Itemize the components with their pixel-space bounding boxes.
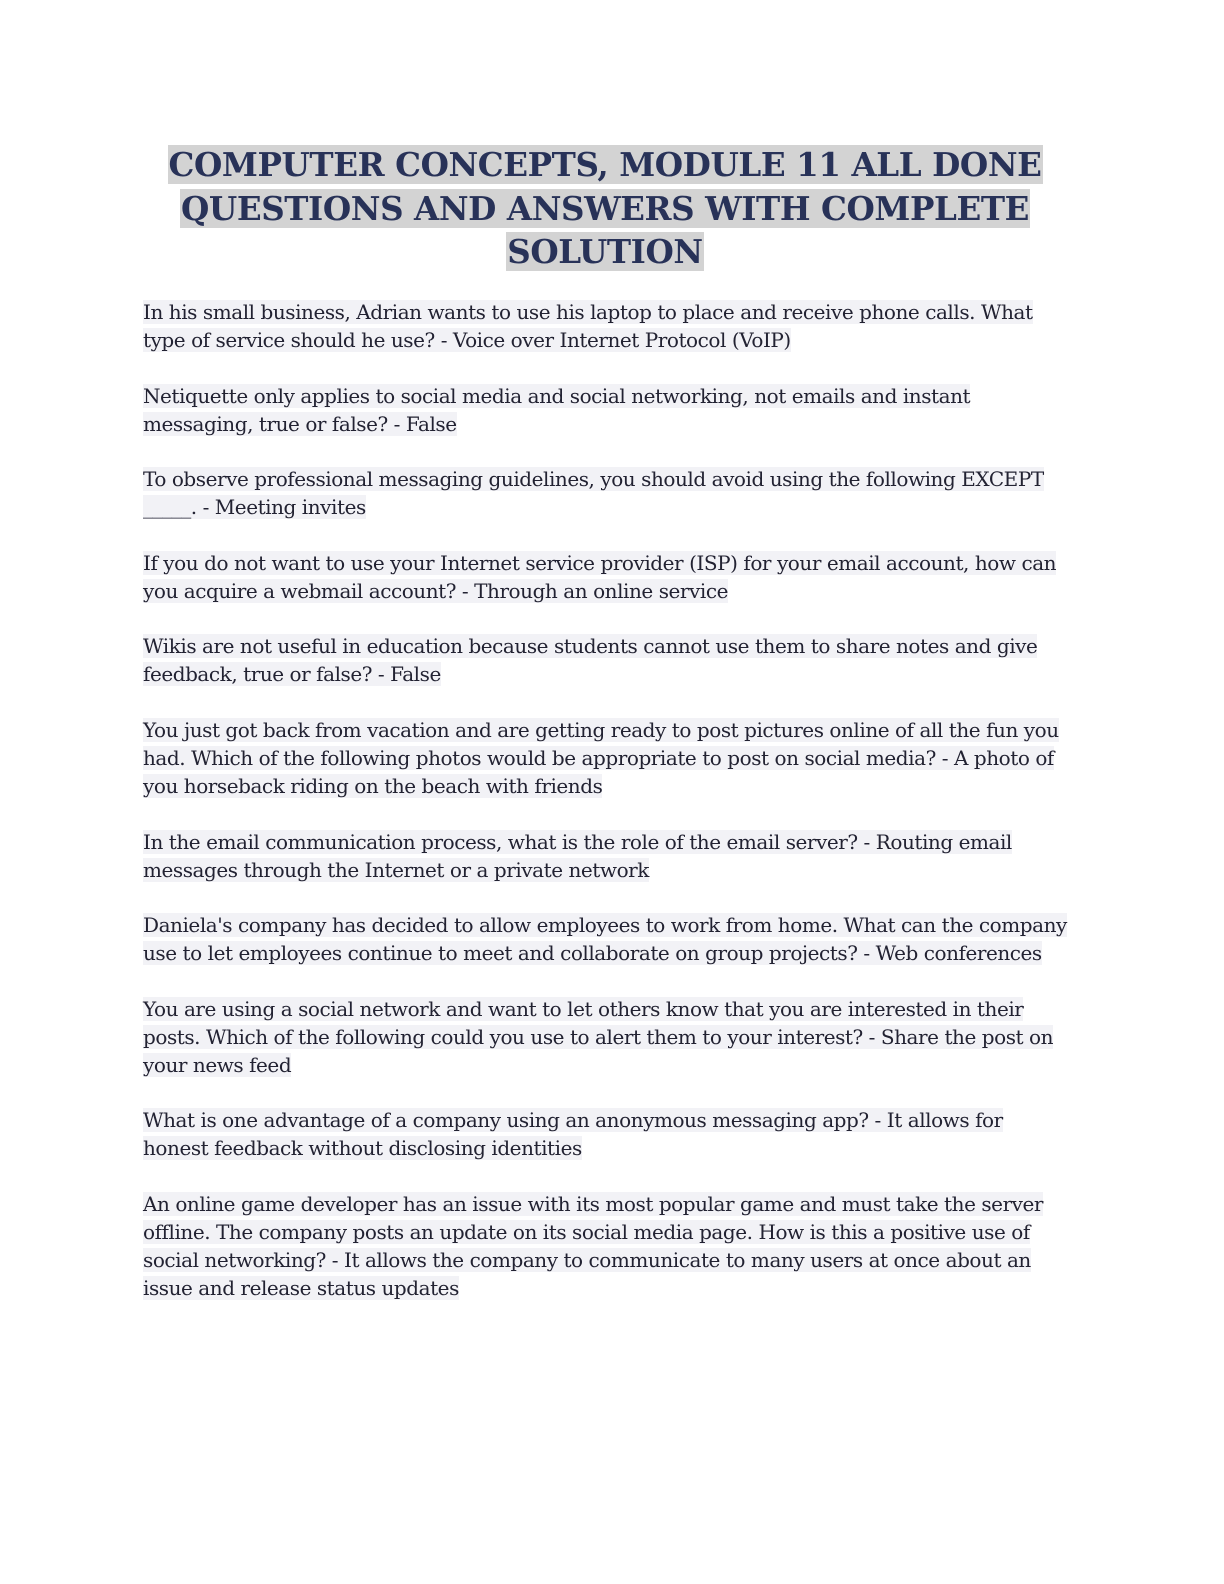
qa-item [143,828,1073,884]
qa-item [143,632,1073,688]
qa-item [143,465,1073,521]
qa-item [143,911,1073,967]
title-line-text: SOLUTION [507,232,703,271]
title-line [143,187,1067,231]
qa-item [143,1106,1073,1162]
qa-item-text: In his small business, Adrian wants to use his laptop to place and receive phone calls. What type of service should he use? - Voice over Internet Protocol (VoIP) [143,300,1033,352]
qa-list [143,298,1073,1330]
qa-item [143,298,1073,354]
title-line [143,230,1067,274]
title-line-text: QUESTIONS AND ANSWERS WITH COMPLETE [180,188,1030,228]
qa-item [143,716,1073,800]
qa-item-text: Netiquette only applies to social media and social networking, not emails and instant messaging, true or false? - False [143,383,971,436]
qa-item-text: An online game developer has an issue with its most popular game and must take the server offline. The company posts an update on its social media page. How is this a positive use of social networking? - It allows the company to communicate to many users at once about an issue and release status updates [143,1191,1044,1300]
qa-item-text: To observe professional messaging guidelines, you should avoid using the following EXCEPT _____. - Meeting invites [143,467,1044,520]
qa-item [143,382,1073,438]
title-line [143,143,1067,187]
qa-item-text: If you do not want to use your Internet service provider (ISP) for your email account, how can you acquire a webmail account? - Through an online service [143,550,1057,603]
qa-item-text: Daniela's company has decided to allow employees to work from home. What can the company use to let employees continue to meet and collaborate on group projects? - Web conferences [143,913,1067,966]
qa-item [143,1190,1073,1302]
qa-item-text: In the email communication process, what is the role of the email server? - Routing email messages through the Internet or a private network [143,829,1012,882]
qa-item-text: Wikis are not useful in education because students cannot use them to share notes and give feedback, true or false? - False [143,634,1038,687]
qa-item-text: What is one advantage of a company using an anonymous messaging app? - It allows for honest feedback without disclosing identities [143,1108,1003,1161]
qa-item-text: You are using a social network and want to let others know that you are interested in their posts. Which of the following could you use to alert them to your interest? - Share the post on your news feed [143,996,1054,1077]
title-line-text: COMPUTER CONCEPTS, MODULE 11 ALL DONE [168,145,1042,184]
qa-item [143,995,1073,1079]
document-title [143,143,1067,274]
qa-item-text: You just got back from vacation and are getting ready to post pictures online of all the fun you had. Which of the following photos would be appropriate to post on social media? - A photo of you horseback riding on the beach with friends [143,717,1059,798]
qa-item [143,549,1073,605]
